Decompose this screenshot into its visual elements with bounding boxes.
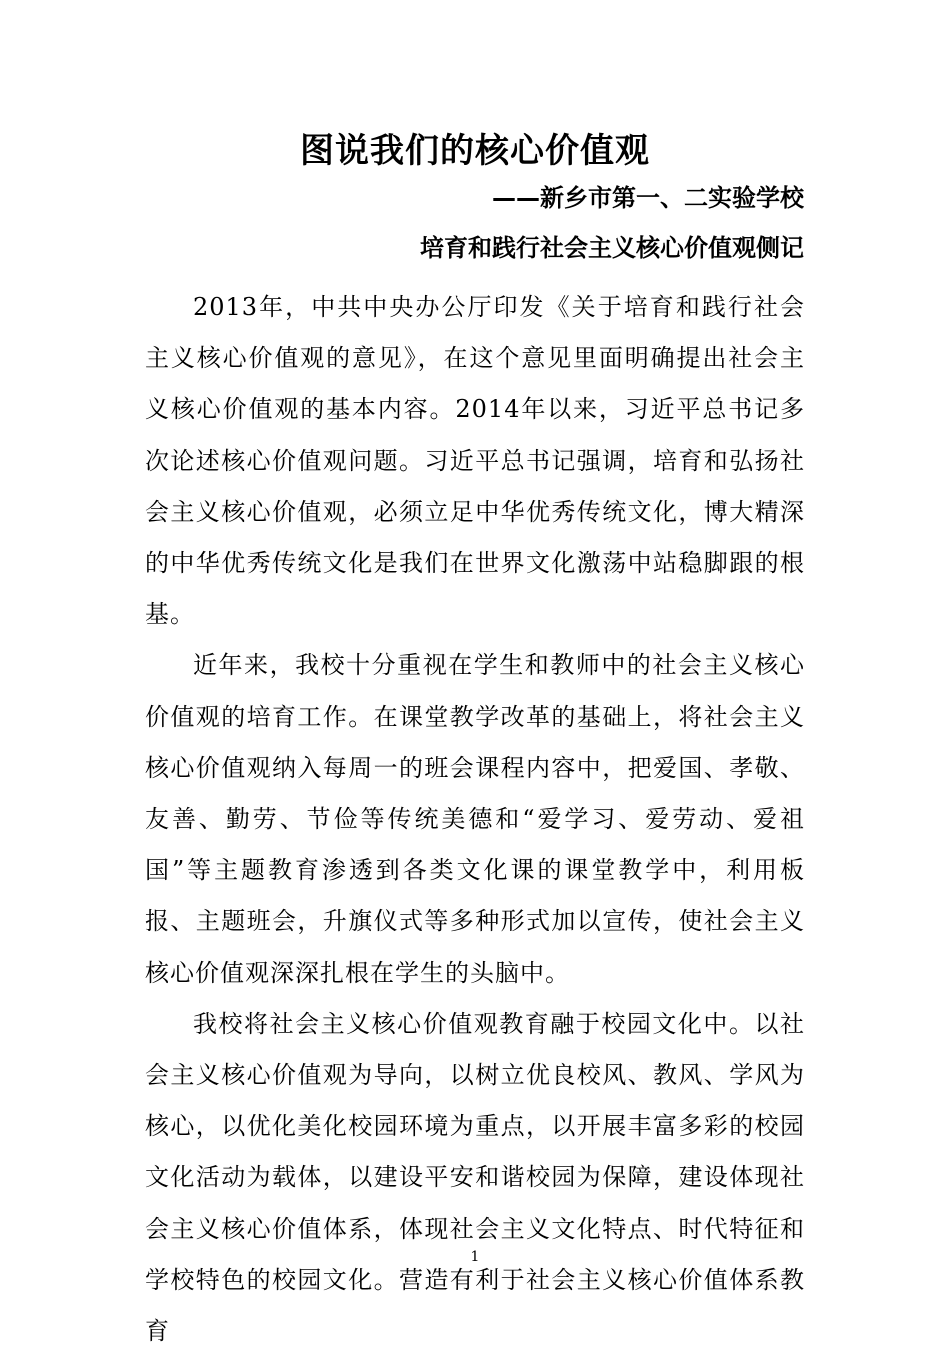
document-body xyxy=(145,282,805,1357)
document-subtitle-line2: 培育和践行社会主义核心价值观侧记 xyxy=(420,234,804,262)
document-title: 图说我们的核心价值观 xyxy=(300,131,650,171)
body-paragraph-3: 我校将社会主义核心价值观教育融于校园文化中。以社会主义核心价值观为导向，以树立优良校风、教风、学风为核心，以优化美化校园环境为重点，以开展丰富多彩的校园文化活动为载体，以建设平安和谐校园为保障，建设体现社会主义核心价值体系，体现社会主义文化特点、时代特征和学校特色的校园文化。营造有利于社会主义核心价值体系教育 xyxy=(145,1009,805,1346)
body-paragraph-1: 2013年，中共中央办公厅印发《关于培育和践行社会主义核心价值观的意见》，在这个意见里面明确提出社会主义核心价值观的基本内容。2014年以来，习近平总书记多次论述核心价值观问题。习近平总书记强调，培育和弘扬社会主义核心价值观，必须立足中华优秀传统文化，博大精深的中华优秀传统文化是我们在世界文化激荡中站稳脚跟的根基。 xyxy=(145,293,805,629)
document-subtitle-line1: ——新乡市第一、二实验学校 xyxy=(492,184,804,212)
page-number: 1 xyxy=(470,1249,480,1265)
body-paragraph-2: 近年来，我校十分重视在学生和教师中的社会主义核心价值观的培育工作。在课堂教学改革的基础上，将社会主义核心价值观纳入每周一的班会课程内容中，把爱国、孝敬、友善、勤劳、节俭等传统美德和“爱学习、爱劳动、爱祖国”等主题教育渗透到各类文化课的课堂教学中，利用板报、主题班会，升旗仪式等多种形式加以宣传，使社会主义核心价值观深深扎根在学生的头脑中。 xyxy=(145,651,805,987)
